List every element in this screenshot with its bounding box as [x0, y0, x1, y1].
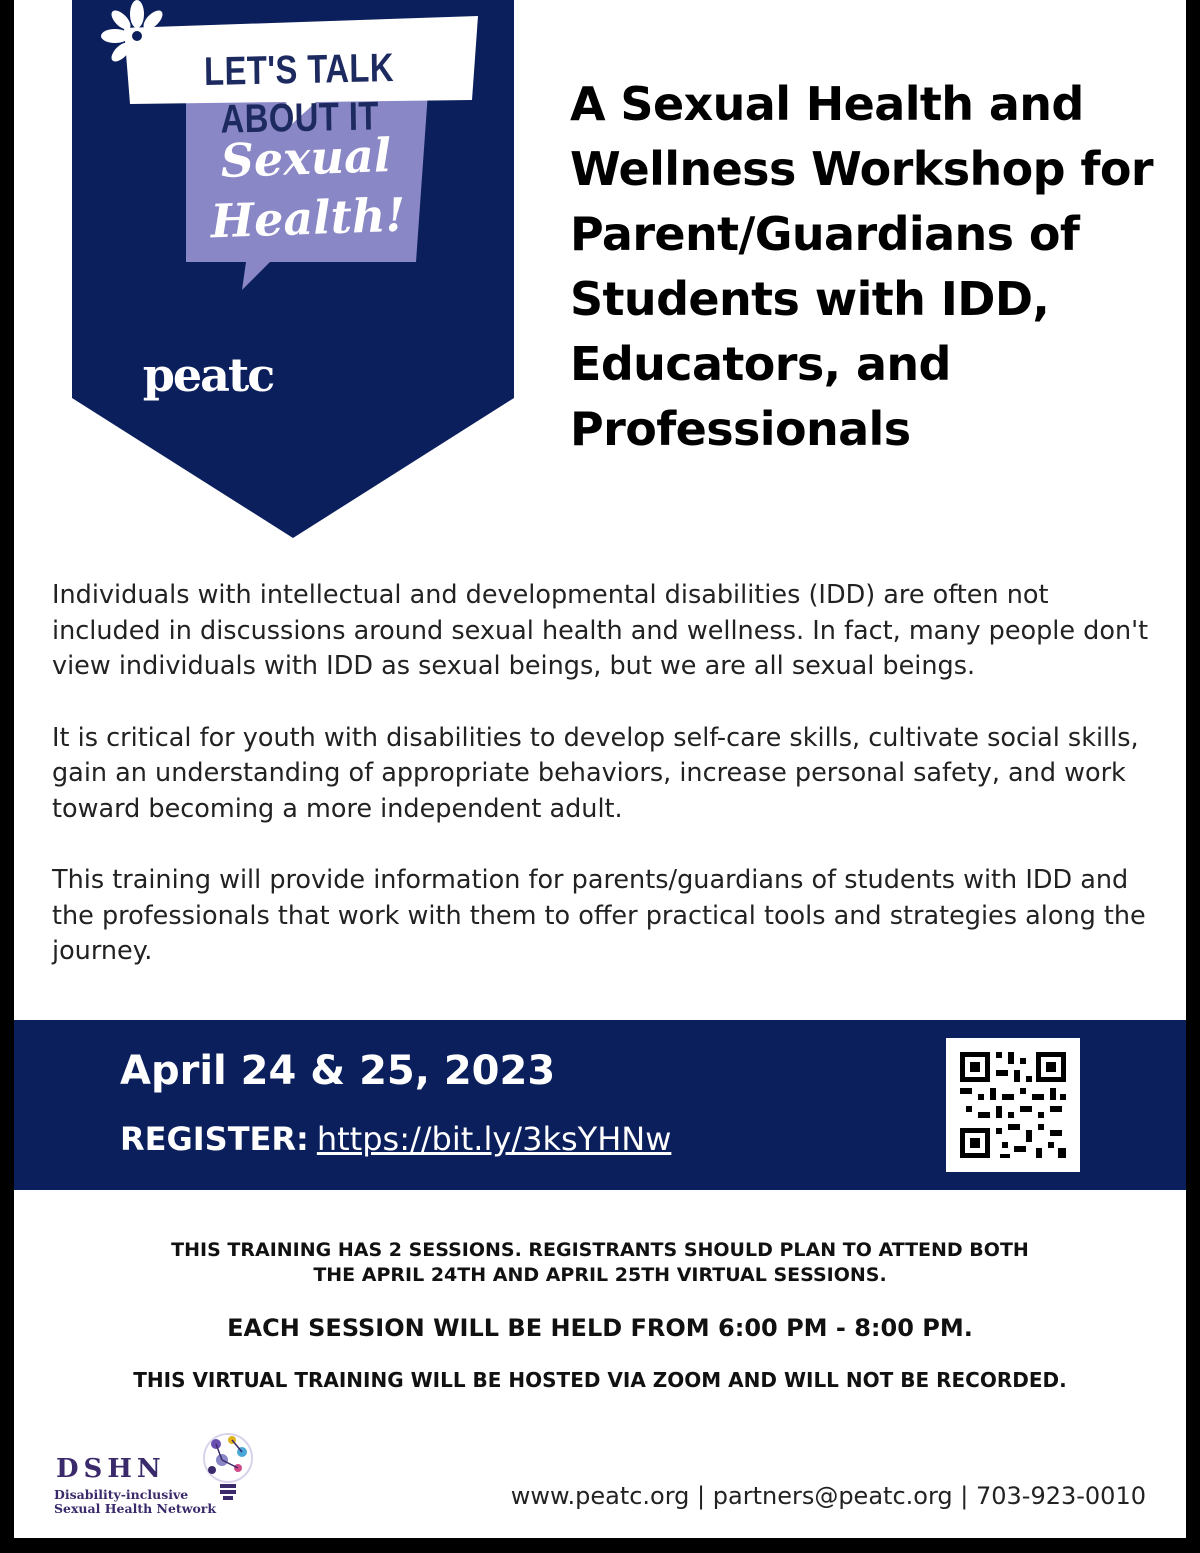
flyer-page	[14, 0, 1186, 1538]
sexual-health-text: Sexual Health!	[209, 128, 407, 249]
zoom-notice: THIS VIRTUAL TRAINING WILL BE HOSTED VIA ZOOM AND WILL NOT BE RECORDED.	[133, 1368, 1067, 1392]
session-time-notice: EACH SESSION WILL BE HELD FROM 6:00 PM - 8:00 PM.	[227, 1314, 973, 1342]
sessions-notice: THIS TRAINING HAS 2 SESSIONS. REGISTRANTS SHOULD PLAN TO ATTEND BOTH THE APRIL 24TH AND APRIL 25TH VIRTUAL SESSIONS.	[171, 1239, 1029, 1286]
contact-info: www.peatc.org | partners@peatc.org | 703-923-0010	[510, 1482, 1146, 1510]
register-link[interactable]: https://bit.ly/3ksYHNw	[316, 1120, 672, 1158]
qr-graphic	[946, 1038, 1080, 1172]
workshop-title: A Sexual Health and Wellness Workshop for Parent/Guardians of Students with IDD, Educators, and Professionals	[570, 77, 1153, 456]
qr-code-icon[interactable]	[946, 1038, 1080, 1172]
workshop-banner	[72, 0, 514, 538]
dshn-logo	[52, 1430, 272, 1520]
register-label: REGISTER:	[120, 1120, 309, 1158]
register-row	[120, 1120, 671, 1158]
paragraph-critical-skills: It is critical for youth with disabilities to develop self-care skills, cultivate social skills, gain an understanding of appropriate behaviors, increase personal safety, and work toward becoming a more independent adult.	[52, 722, 1139, 824]
tagline-text: LET'S TALK ABOUT IT	[203, 45, 395, 142]
event-date: April 24 & 25, 2023	[120, 1048, 556, 1094]
paragraph-idd-inclusion: Individuals with intellectual and developmental disabilities (IDD) are often not included in discussions around sexual health and wellness. In fact, many people don't view individuals with IDD as sexual beings, but we are all sexual beings.	[52, 580, 1149, 681]
snowflake-icon	[72, 0, 202, 130]
description	[52, 578, 1162, 1006]
dshn-name: Disability-inclusive Sexual Health Network	[54, 1487, 217, 1516]
peatc-logo-text: peatc	[142, 348, 274, 402]
paragraph-training-info: This training will provide information for parents/guardians of students with IDD and the professionals that work with them to offer practical tools and strategies along the journey.	[52, 865, 1146, 966]
dshn-abbr: DSHN	[56, 1454, 166, 1484]
